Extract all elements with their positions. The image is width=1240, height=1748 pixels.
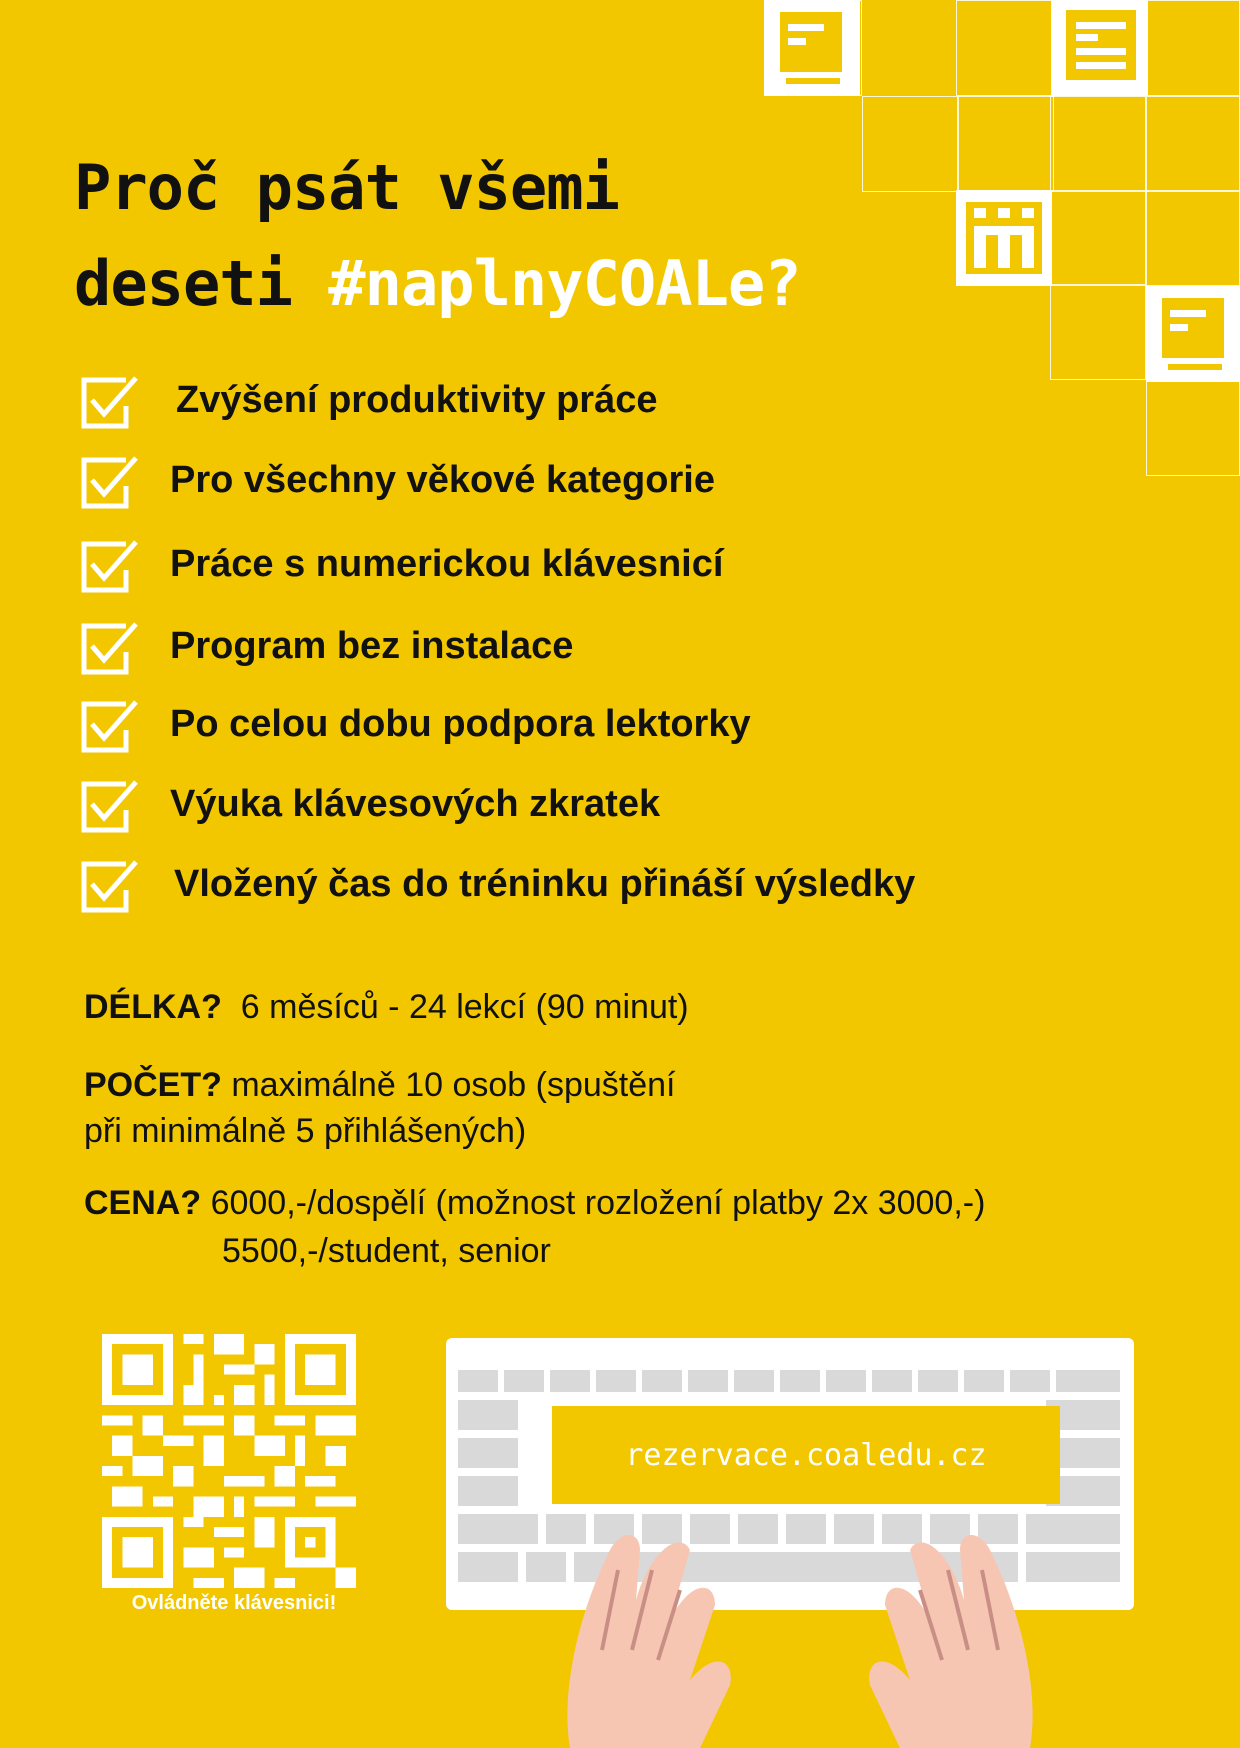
- benefit-label: Práce s numerickou klávesnicí: [170, 542, 724, 585]
- benefit-item: [80, 694, 751, 754]
- detail-length-label: DÉLKA?: [84, 988, 222, 1026]
- detail-count: [84, 1062, 675, 1108]
- benefit-label: Výuka klávesových zkratek: [170, 782, 661, 825]
- detail-count-label: POČET?: [84, 1066, 222, 1104]
- detail-count-value-line2: při minimálně 5 přihlášených): [84, 1112, 527, 1150]
- detail-count-continued: [84, 1108, 526, 1154]
- reservation-url[interactable]: rezervace.coaledu.cz: [625, 1437, 987, 1473]
- detail-length: [84, 984, 689, 1030]
- checkbox-check-icon: [80, 774, 140, 834]
- qr-code[interactable]: [102, 1334, 356, 1588]
- benefit-label: Program bez instalace: [170, 624, 574, 667]
- keyboard-icon: [956, 190, 1052, 286]
- benefit-item: [80, 450, 715, 510]
- title-line-1: Proč psát všemi: [74, 151, 619, 224]
- title-line-2: [74, 236, 801, 332]
- page-title: [74, 140, 801, 332]
- title-hashtag: #naplnyCOALe?: [328, 247, 801, 320]
- checkbox-check-icon: [80, 370, 140, 430]
- benefit-label: Pro všechny věkové kategorie: [170, 458, 715, 501]
- benefit-label: Vložený čas do tréninku přináší výsledky: [174, 862, 916, 905]
- detail-length-value: 6 měsíců - 24 lekcí (90 minut): [240, 988, 689, 1026]
- title-line-2-prefix: deseti: [74, 247, 329, 320]
- checkbox-check-icon: [80, 616, 140, 676]
- reservation-link[interactable]: [552, 1406, 1060, 1504]
- benefit-item: [80, 854, 915, 914]
- checkbox-check-icon: [80, 450, 140, 510]
- benefit-item: [80, 534, 723, 594]
- document-icon: [1146, 286, 1240, 382]
- detail-count-value-line1: maximálně 10 osob (spuštění: [231, 1066, 676, 1104]
- benefit-item: [80, 774, 660, 834]
- benefit-label: Po celou dobu podpora lektorky: [170, 702, 751, 745]
- detail-price-continued: [222, 1228, 551, 1274]
- benefit-item: [80, 370, 658, 430]
- checkbox-check-icon: [80, 854, 140, 914]
- checkbox-check-icon: [80, 694, 140, 754]
- text-icon: [1052, 0, 1148, 96]
- right-hand-icon: [860, 1510, 1060, 1748]
- detail-price-label: CENA?: [84, 1184, 202, 1222]
- detail-price-value-line1: 6000,-/dospělí (možnost rozložení platby 2x 3000,-): [210, 1184, 986, 1222]
- document-icon: [764, 0, 860, 96]
- benefit-label: Zvýšení produktivity práce: [176, 378, 658, 421]
- benefit-item: [80, 616, 573, 676]
- detail-price: [84, 1180, 985, 1226]
- detail-price-value-line2: 5500,-/student, senior: [222, 1232, 551, 1270]
- checkbox-check-icon: [80, 534, 140, 594]
- qr-caption: Ovládněte klávesnici!: [131, 1592, 337, 1614]
- left-hand-icon: [540, 1510, 740, 1748]
